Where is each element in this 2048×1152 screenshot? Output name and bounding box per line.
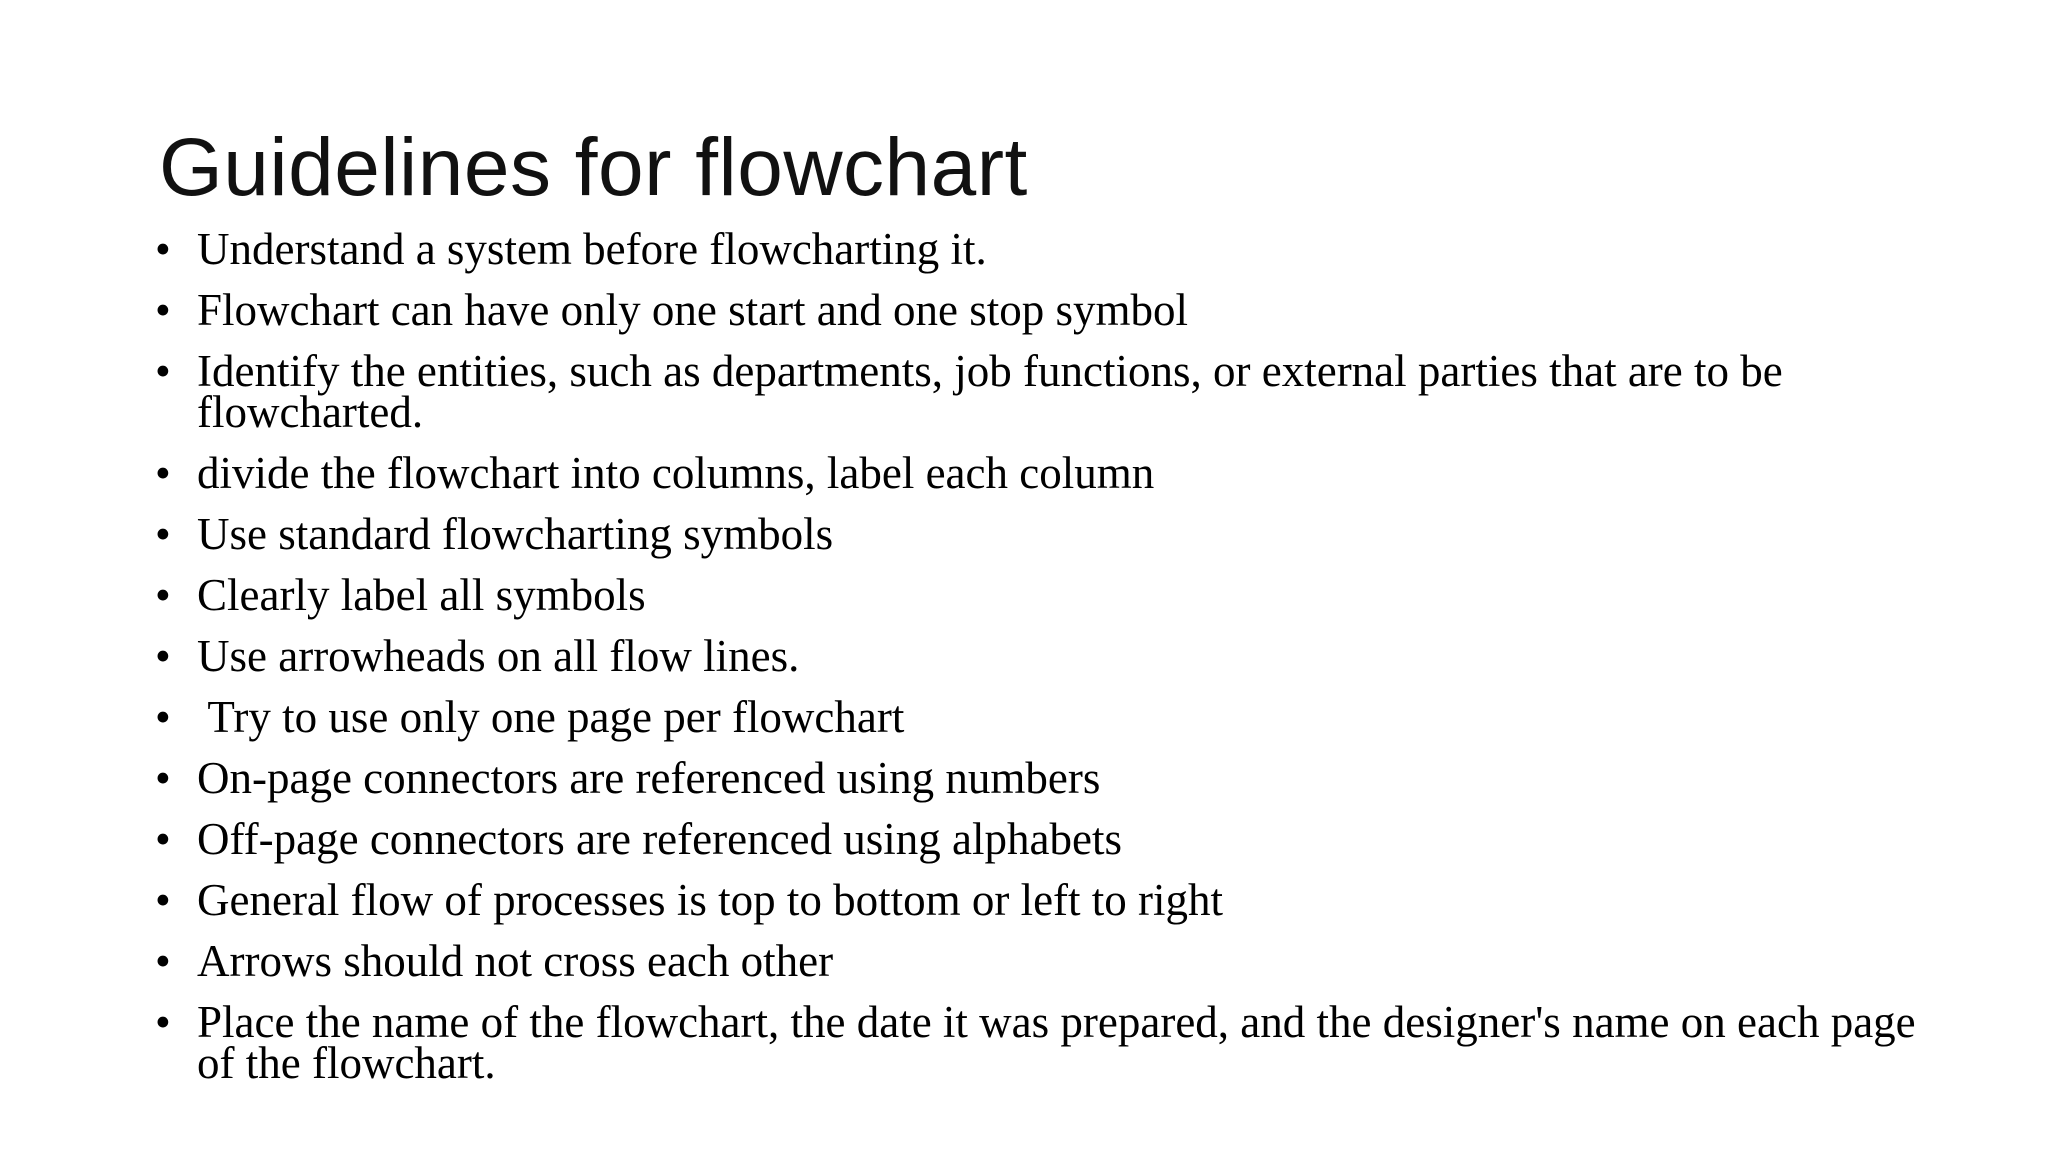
list-item — [155, 570, 1935, 620]
list-item — [155, 814, 1935, 864]
bullet-icon: • — [155, 753, 171, 803]
bullet-icon: • — [155, 997, 171, 1047]
bullet-text: Clearly label all symbols — [197, 570, 646, 620]
list-item — [155, 509, 1935, 559]
bullet-list — [155, 224, 1935, 1104]
bullet-icon: • — [155, 631, 171, 681]
slide-title: Guidelines for flowchart — [159, 122, 1028, 213]
bullet-text: Understand a system before flowcharting it. — [197, 224, 987, 274]
list-item — [155, 936, 1935, 986]
bullet-icon: • — [155, 875, 171, 925]
bullet-text: Use arrowheads on all flow lines. — [197, 631, 800, 681]
bullet-text: Place the name of the flowchart, the date it was prepared, and the designer's name on each page of the flowchart. — [197, 997, 1916, 1088]
bullet-icon: • — [155, 509, 171, 559]
bullet-icon: • — [155, 346, 171, 396]
bullet-icon: • — [155, 448, 171, 498]
bullet-icon: • — [155, 224, 171, 274]
list-item — [155, 346, 1935, 437]
bullet-text: Try to use only one page per flowchart — [197, 692, 905, 742]
bullet-text: divide the flowchart into columns, label each column — [197, 448, 1155, 498]
bullet-text: Flowchart can have only one start and one stop symbol — [197, 285, 1189, 335]
list-item — [155, 692, 1935, 742]
list-item — [155, 997, 1935, 1088]
bullet-text: Use standard flowcharting symbols — [197, 509, 834, 559]
list-item — [155, 753, 1935, 803]
bullet-text: Arrows should not cross each other — [197, 936, 834, 986]
bullet-icon: • — [155, 936, 171, 986]
bullet-text: Off-page connectors are referenced using alphabets — [197, 814, 1122, 864]
list-item — [155, 224, 1935, 274]
list-item — [155, 448, 1935, 498]
list-item — [155, 875, 1935, 925]
bullet-text: On-page connectors are referenced using numbers — [197, 753, 1101, 803]
list-item — [155, 285, 1935, 335]
bullet-text: Identify the entities, such as departments, job functions, or external parties that are to be flowcharted. — [197, 346, 1783, 437]
list-item — [155, 631, 1935, 681]
bullet-icon: • — [155, 285, 171, 335]
bullet-text: General flow of processes is top to bottom or left to right — [197, 875, 1224, 925]
bullet-icon: • — [155, 814, 171, 864]
bullet-icon: • — [155, 692, 171, 742]
bullet-icon: • — [155, 570, 171, 620]
